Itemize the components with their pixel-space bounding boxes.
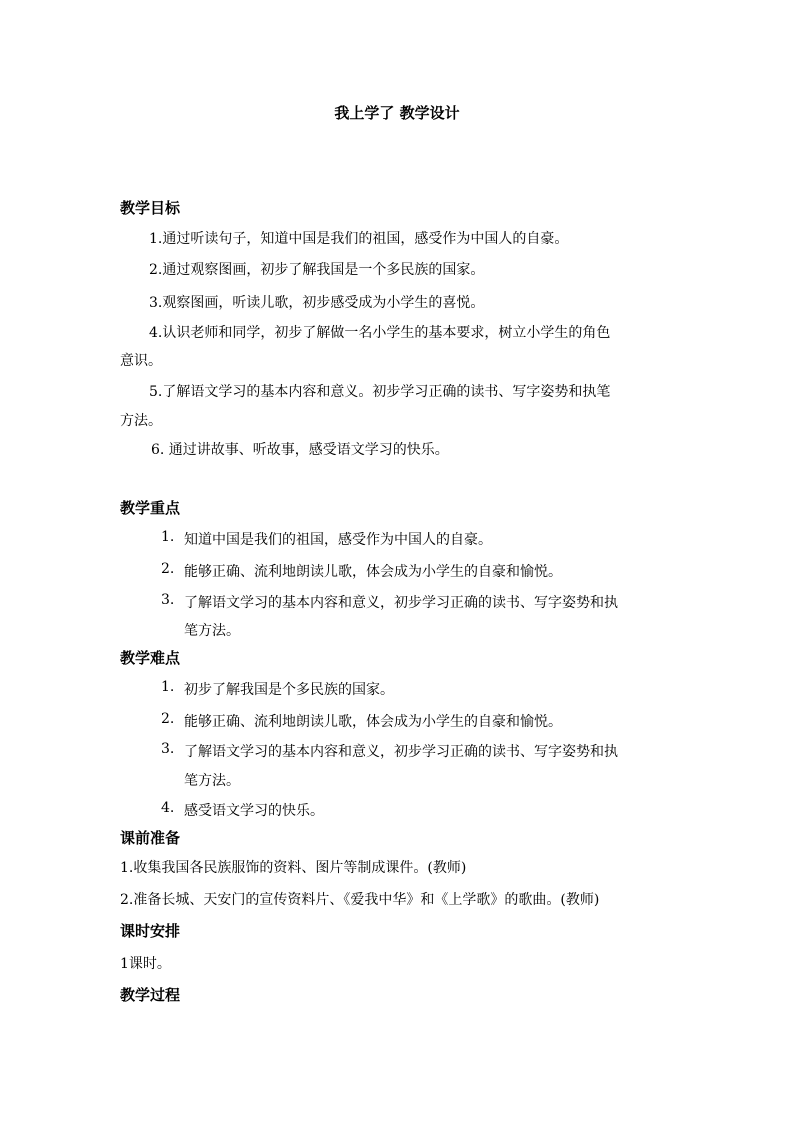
objective-line: 意识。: [120, 353, 162, 369]
list-number: 1.: [161, 679, 175, 695]
key-points-heading: 教学重点: [120, 499, 181, 517]
list-number: 2.: [161, 561, 175, 577]
list-number: 4.: [161, 800, 175, 816]
process-heading: 教学过程: [120, 986, 181, 1004]
list-text: 初步了解我国是个多民族的国家。: [184, 682, 394, 698]
list-number: 3.: [161, 741, 175, 757]
difficulties-heading: 教学难点: [120, 649, 181, 667]
list-text: 笔方法。: [184, 773, 240, 789]
objective-line: 6. 通过讲故事、听故事，感受语文学习的快乐。: [151, 442, 449, 458]
objective-line: 方法。: [120, 413, 162, 429]
list-text: 能够正确、流利地朗读儿歌，体会成为小学生的自豪和愉悦。: [184, 714, 562, 730]
list-text: 了解语文学习的基本内容和意义，初步学习正确的读书、写字姿势和执: [184, 595, 618, 611]
list-number: 1.: [161, 529, 175, 545]
objective-line: 2.通过观察图画，初步了解我国是一个多民族的国家。: [149, 262, 485, 278]
list-text: 感受语文学习的快乐。: [184, 803, 324, 819]
preparation-line: 1.收集我国各民族服饰的资料、图片等制成课件。(教师): [120, 860, 467, 876]
list-text: 能够正确、流利地朗读儿歌，体会成为小学生的自豪和愉悦。: [184, 564, 562, 580]
objective-line: 4.认识老师和同学，初步了解做一名小学生的基本要求，树立小学生的角色: [149, 325, 611, 341]
document-title: 我上学了 教学设计: [334, 104, 460, 122]
objective-line: 5.了解语文学习的基本内容和意义。初步学习正确的读书、写字姿势和执笔: [149, 384, 611, 400]
preparation-line: 2.准备长城、天安门的宣传资料片、《爱我中华》和《上学歌》的歌曲。(教师): [120, 892, 600, 908]
list-number: 3.: [161, 592, 175, 608]
list-number: 2.: [161, 711, 175, 727]
preparation-heading: 课前准备: [120, 829, 181, 847]
list-text: 知道中国是我们的祖国，感受作为中国人的自豪。: [184, 532, 492, 548]
objective-line: 3.观察图画，听读儿歌，初步感受成为小学生的喜悦。: [149, 295, 485, 311]
objective-line: 1.通过听读句子，知道中国是我们的祖国，感受作为中国人的自豪。: [149, 231, 569, 247]
objectives-heading: 教学目标: [120, 199, 181, 217]
list-text: 笔方法。: [184, 623, 240, 639]
list-text: 了解语文学习的基本内容和意义，初步学习正确的读书、写字姿势和执: [184, 744, 618, 760]
schedule-heading: 课时安排: [120, 922, 181, 940]
schedule-text: 1课时。: [120, 956, 171, 972]
